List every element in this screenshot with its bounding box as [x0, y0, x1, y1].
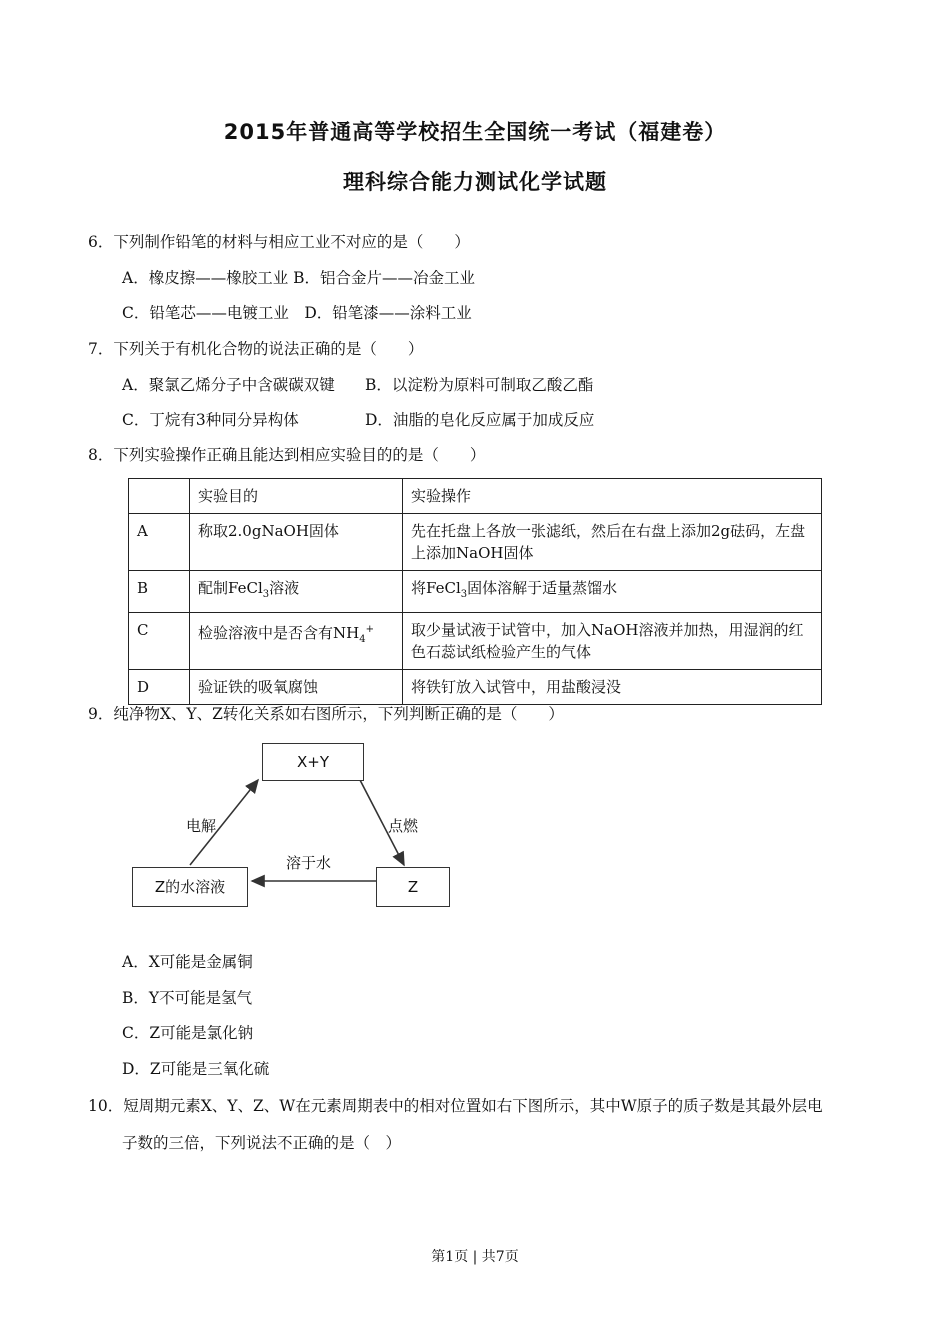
row-purpose: 验证铁的吸氧腐蚀 [190, 670, 403, 705]
experiment-table [128, 478, 822, 705]
conversion-diagram [120, 735, 480, 920]
row-operation: 先在托盘上各放一张滤纸，然后在右盘上添加2g砝码，左盘上添加NaOH固体 [403, 514, 822, 571]
row-purpose: 配制FeCl$_3$溶液 [190, 571, 403, 613]
question-9-option-b: B．Y不可能是氢气 [122, 989, 253, 1007]
row-operation: 将FeCl$_3$固体溶解于适量蒸馏水 [403, 571, 822, 613]
row-purpose: 检验溶液中是否含有$NH_4^+$ [190, 613, 403, 670]
question-6-options-ab: A．橡皮擦——橡胶工业 B．铝合金片——冶金工业 [122, 269, 476, 287]
question-8-stem: 8．下列实验操作正确且能达到相应实验目的的是（ ） [88, 446, 486, 464]
question-10-stem-cont: 子数的三倍，下列说法不正确的是（ ） [122, 1134, 402, 1152]
table-header-row [129, 479, 822, 514]
row-label: C [129, 613, 190, 670]
label-electrolysis: 电解 [186, 817, 217, 835]
question-9-option-c: C．Z可能是氯化钠 [122, 1024, 254, 1042]
exam-title: 2015年普通高等学校招生全国统一考试（福建卷） [223, 120, 727, 144]
label-dissolve: 溶于水 [286, 854, 332, 872]
question-9-option-d: D．Z可能是三氧化硫 [122, 1060, 270, 1078]
question-7-option-b: B．以淀粉为原料可制取乙酸乙酯 [365, 376, 594, 394]
row-operation: 取少量试液于试管中，加入NaOH溶液并加热，用湿润的红色石蕊试纸检验产生的气体 [403, 613, 822, 670]
table-header-cell [129, 479, 190, 514]
table-row [129, 571, 822, 613]
question-10-stem: 10．短周期元素X、Y、Z、W在元素周期表中的相对位置如右下图所示，其中W原子的质子数是其最外层电 [88, 1097, 823, 1115]
question-9-option-a: A．X可能是金属铜 [122, 953, 253, 971]
page-footer: 第1页 | 共7页 [431, 1249, 519, 1265]
question-7-option-a: A．聚氯乙烯分子中含碳碳双键 [122, 376, 335, 394]
label-ignition: 点燃 [388, 817, 419, 835]
question-7-option-c: C．丁烷有3种同分异构体 [122, 411, 299, 429]
question-7-stem: 7．下列关于有机化合物的说法正确的是（ ） [88, 340, 424, 358]
table-row [129, 613, 822, 670]
question-7-option-d: D．油脂的皂化反应属于加成反应 [365, 411, 595, 429]
row-label: B [129, 571, 190, 613]
exam-subtitle: 理科综合能力测试化学试题 [343, 170, 607, 194]
table-header-cell: 实验目的 [190, 479, 403, 514]
question-6-stem: 6．下列制作铅笔的材料与相应工业不对应的是（ ） [88, 233, 470, 251]
question-6-options-cd: C．铅笔芯——电镀工业 D．铅笔漆——涂料工业 [122, 304, 472, 322]
question-9-stem: 9．纯净物X、Y、Z转化关系如右图所示，下列判断正确的是（ ） [88, 705, 564, 723]
row-operation: 将铁钉放入试管中，用盐酸浸没 [403, 670, 822, 705]
row-purpose: 称取2.0gNaOH固体 [190, 514, 403, 571]
row-label: D [129, 670, 190, 705]
row-label: A [129, 514, 190, 571]
table-row [129, 670, 822, 705]
table-row [129, 514, 822, 571]
box-z-aqueous: Z的水溶液 [132, 867, 248, 907]
table-header-cell: 实验操作 [403, 479, 822, 514]
box-z: Z [376, 867, 450, 907]
box-x-plus-y: X+Y [262, 743, 364, 781]
